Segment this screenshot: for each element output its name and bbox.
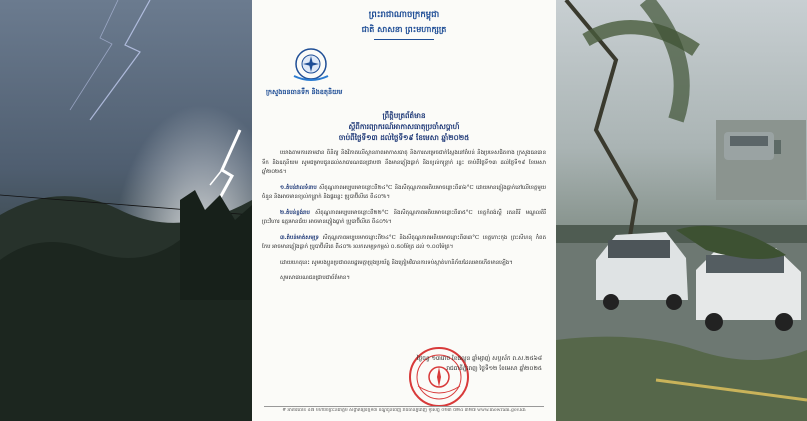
coastal-text: សីតុណ្ហភាពអប្បបរមាចន្លោះពី២៤°C និងសីតុណ្ហភាពអតិបរមាចន្លោះពី៣៣°C ខេត្តកោះកុង ព្រះសីហនុ កំពត កែប អាចមានភ្លៀងធ្លាក់ ប្រូបាប៊ីលីតេ ពី៤០% រលកសមុទ្រកម្ពស់ ០.៥០ម៉ែត្រ ដល់ ១.០០ម៉ែត្រ។ <box>262 234 546 250</box>
title-line-2: ស្តីពីការព្យាករណ៍អាកាសធាតុប្រចាំសប្តាហ៍ <box>348 122 460 131</box>
header-divider <box>374 39 434 40</box>
kingdom-header: ព្រះរាជាណាចក្រកម្ពុជា <box>368 10 440 20</box>
motto-header: ជាតិ សាសនា ព្រះមហាក្សត្រ <box>361 24 447 34</box>
footer-divider <box>264 406 544 407</box>
lightning-storm-icon <box>0 0 252 421</box>
plateau-forecast <box>262 209 546 228</box>
title-line-3: ចាប់ពីថ្ងៃទី១៣ ដល់ថ្ងៃទី១៩ ខែមេសា ឆ្នាំ២០២៥ <box>338 133 470 142</box>
closing-paragraph: ដោយហេតុនេះ សូមបងប្អូនប្រជាពលរដ្ឋមេត្តាប្រុងប្រយ័ត្ន និងត្រៀមវិធានការទប់ស្កាត់ហានិភ័យដែលអាចកើតមានឡើង។ <box>280 259 513 266</box>
lunar-date: ថ្ងៃចន្ទ ១៣រោច ខែផល្គុន ឆ្នាំម្សាញ់ សប្តស័ក ព.ស.២៥៦៨ <box>416 356 542 362</box>
plateau-label: ២.តំបន់ខ្ពង់រាប <box>280 209 310 216</box>
title-line-1: ព្រឹត្តិបត្រព័ត៌មាន <box>382 111 426 120</box>
plateau-text: សីតុណ្ហភាពអប្បបរមាចន្លោះពី២២°C និងសីតុណ្ហភាពអតិបរមាចន្លោះពី៣៥°C ខេត្តកំពង់ស្ពឺ រតនគិរី មណ្ឌលគិរី ព្រះវិហារ ឧត្តរមានជ័យ អាចមានភ្លៀងធ្លាក់ ប្រូបាប៊ីលីតេ ពី៤០%។ <box>262 209 546 225</box>
storm-damaged-cars-icon <box>556 0 807 421</box>
lightning-photo <box>0 0 252 421</box>
footer-address: # អាគារលេខ ៤៧ មហាវិថីព្រះនរោត្តម សង្កាត់ផ្សារថ្មីទី៣ ខណ្ឌដូនពេញ រាជធានីភ្នំពេញ ទូរស័ព្ទ ០២៣ ៧២៤ ៣២៧ www.mowram.gov.kh <box>282 408 526 413</box>
lowland-label: ១.តំបន់វាលទំនាប <box>280 184 317 191</box>
storm-damage-photo <box>556 0 807 421</box>
bulletin-title <box>262 110 546 143</box>
issue-date: រាជធានីភ្នំពេញ ថ្ងៃទី១២ ខែមេសា ឆ្នាំ២០២៥ <box>446 366 542 372</box>
coastal-forecast <box>262 234 546 253</box>
ministry-logo-row <box>262 46 546 94</box>
intro-paragraph: យោងតាមការតាមដាន ពិនិត្យ និងវិភាគលើស្ថានភាពអាកាសធាតុ និងការសម្រេចជាក់ស្តែងនៅតំបន់ និងប្រទេសជិតខាង ក្រសួងធនធានទឹក និងឧតុនិយម សូមជម្រាបជូនដល់សាធារណជនជ្រាបថា នឹងមានភ្លៀងធ្លាក់ និងខ្យល់កន្ត្រាក់ រន្ទះ ចាប់ពីថ្ងៃទី១៣ ដល់ថ្ងៃទី១៩ ខែមេសា ឆ្នាំ២០២៥។ <box>262 150 546 175</box>
weather-bulletin-document <box>252 0 556 421</box>
date-block <box>417 354 542 374</box>
lowland-text: សីតុណ្ហភាពអប្បបរមាចន្លោះពី២៤°C និងសីតុណ្ហភាពអតិបរមាចន្លោះពី៣៦°C ដោយមានភ្លៀងធ្លាក់នៅលើខេត្តមួយចំនួន និងអាចមានខ្យល់កន្ត្រាក់ និងផ្គររន្ទះ ប្រូបាប៊ីលីតេ ពី៤០%។ <box>262 184 546 200</box>
lowland-forecast <box>262 184 546 203</box>
ministry-logo-icon <box>288 46 334 86</box>
coastal-label: ៣.តំបន់មាត់សមុទ្រ <box>280 234 319 241</box>
ministry-name: ក្រសួងធនធានទឹក និងឧតុនិយម <box>266 88 343 96</box>
regards-line: សូមសាធារណជនជ្រាបជាព័ត៌មាន។ <box>280 275 350 281</box>
